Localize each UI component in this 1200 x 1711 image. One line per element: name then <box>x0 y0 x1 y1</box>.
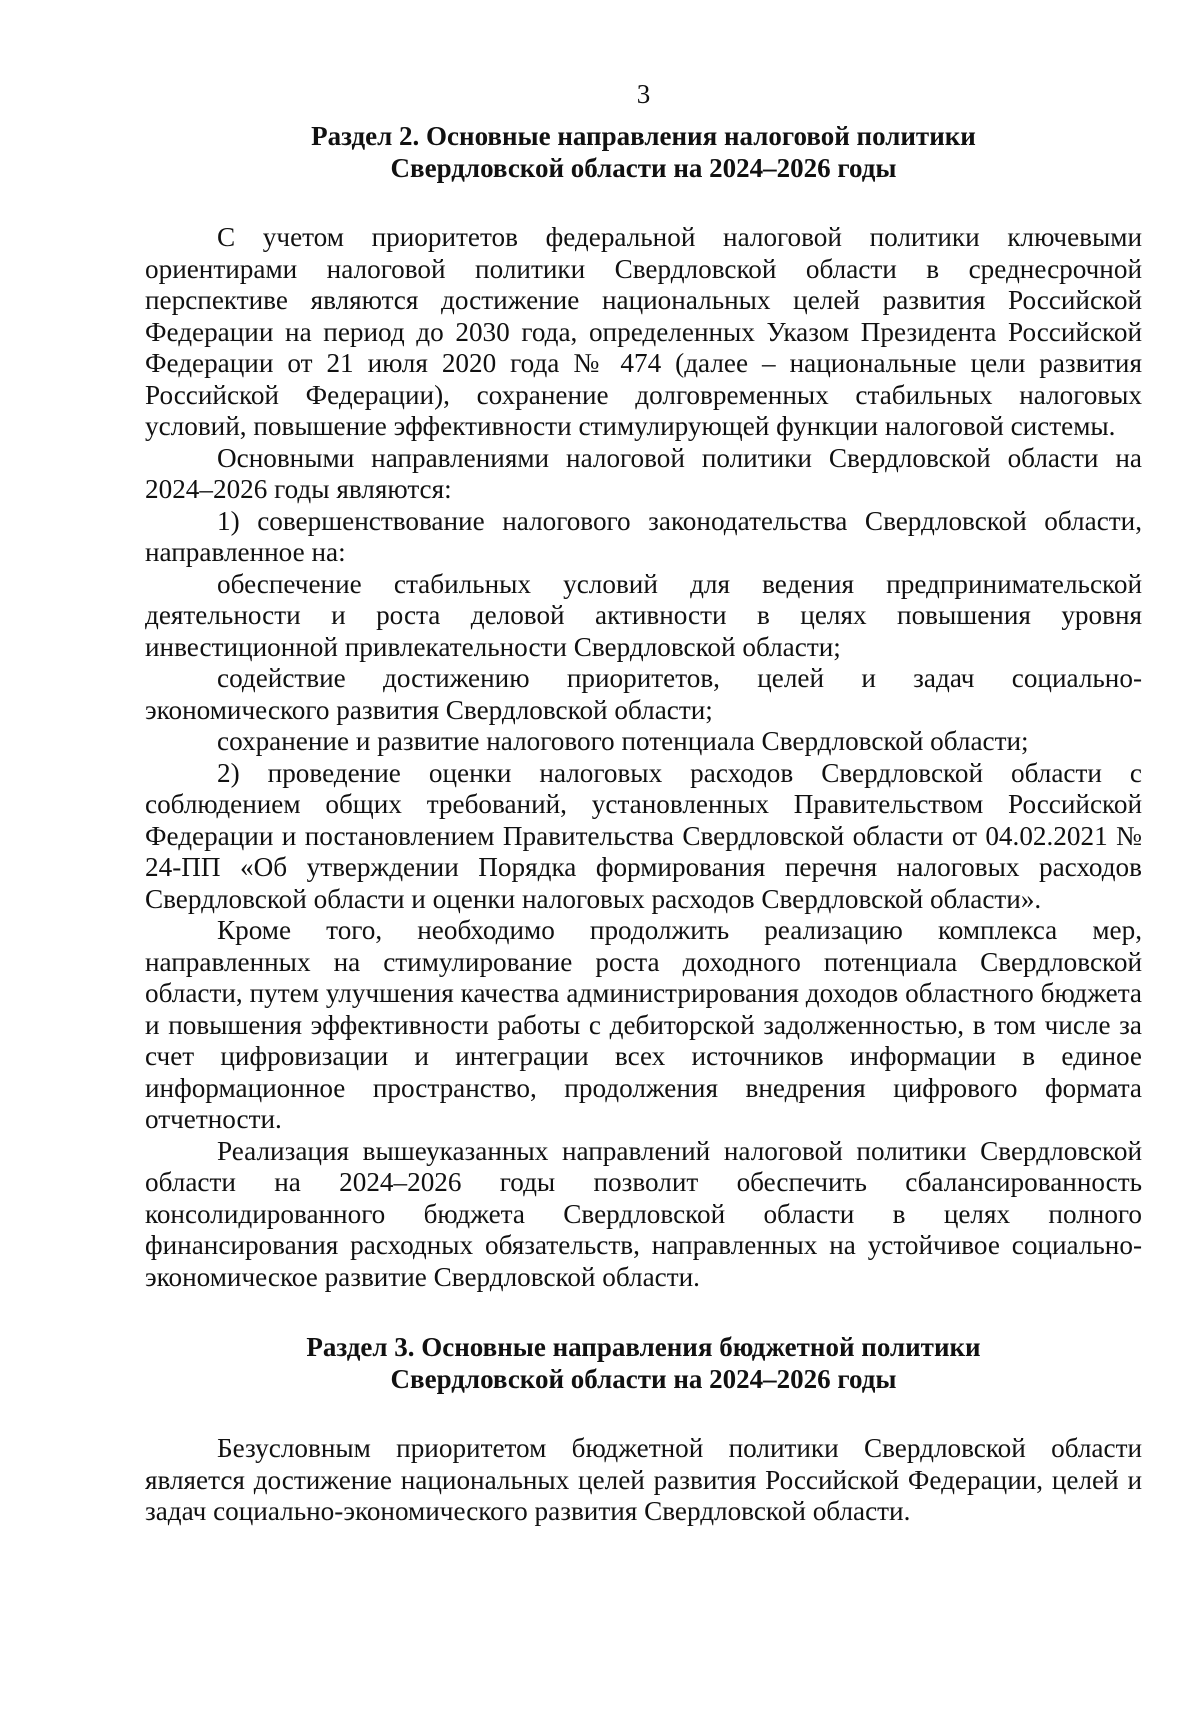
section-3-title-line-2: Свердловской области на 2024–2026 годы <box>390 1364 897 1394</box>
document-page <box>145 78 1142 1528</box>
sub-list-item: сохранение и развитие налогового потенциала Свердловской области; <box>217 726 1029 756</box>
section-2-title <box>145 120 1142 184</box>
section-3-title <box>145 1331 1142 1395</box>
section-2-body <box>145 222 1142 1293</box>
page-number: 3 <box>636 79 651 109</box>
sub-list-item: обеспечение стабильных условий для ведения предпринимательской деятельности и роста деловой активности в целях повышения уровня инвестиционной привлекательности Свердловской области; <box>145 568 1142 662</box>
list-item: 1) совершенствование налогового законодательства Свердловской области, направленное на: <box>145 505 1142 567</box>
section-2-title-line-1: Раздел 2. Основные направления налоговой политики <box>311 121 976 151</box>
paragraph: С учетом приоритетов федеральной налоговой политики ключевыми ориентирами налоговой политики Свердловской области в среднесрочной перспективе являются достижение национальных целей развития Российской Федерации на период до 2030 года, определенных Указом Президента Российской Федерации от 21 июля 2020 года № 474 (далее – национальные цели развития Российской Федерации), сохранение долговременных стабильных налоговых условий, повышение эффективности стимулирующей функции налоговой системы. <box>145 222 1142 441</box>
paragraph: Кроме того, необходимо продолжить реализацию комплекса мер, направленных на стимулирование роста доходного потенциала Свердловской области, путем улучшения качества администрирования доходов областного бюджета и повышения эффективности работы с дебиторской задолженностью, в том числе за счет цифровизации и интеграции всех источников информации в единое информационное пространство, продолжения внедрения цифрового формата отчетности. <box>145 915 1142 1134</box>
section-3-body <box>145 1433 1142 1528</box>
section-3-title-line-1: Раздел 3. Основные направления бюджетной политики <box>306 1332 981 1362</box>
paragraph: Основными направлениями налоговой политики Свердловской области на 2024–2026 годы являются: <box>145 442 1142 504</box>
paragraph: Реализация вышеуказанных направлений налоговой политики Свердловской области на 2024–2026 годы позволит обеспечить сбалансированность консолидированного бюджета Свердловской области в целях полного финансирования расходных обязательств, направленных на устойчивое социально-экономическое развитие Свердловской области. <box>145 1135 1142 1292</box>
section-2-title-line-2: Свердловской области на 2024–2026 годы <box>390 153 897 183</box>
paragraph: Безусловным приоритетом бюджетной политики Свердловской области является достижение национальных целей развития Российской Федерации, целей и задач социально-экономического развития Свердловской области. <box>145 1433 1142 1526</box>
sub-list-item: содействие достижению приоритетов, целей и задач социально-экономического развития Свердловской области; <box>145 663 1142 725</box>
list-item: 2) проведение оценки налоговых расходов Свердловской области с соблюдением общих требований, установленных Правительством Российской Федерации и постановлением Правительства Свердловской области от 04.02.2021 № 24-ПП «Об утверждении Порядка формирования перечня налоговых расходов Свердловской области и оценки налоговых расходов Свердловской области». <box>145 757 1142 914</box>
